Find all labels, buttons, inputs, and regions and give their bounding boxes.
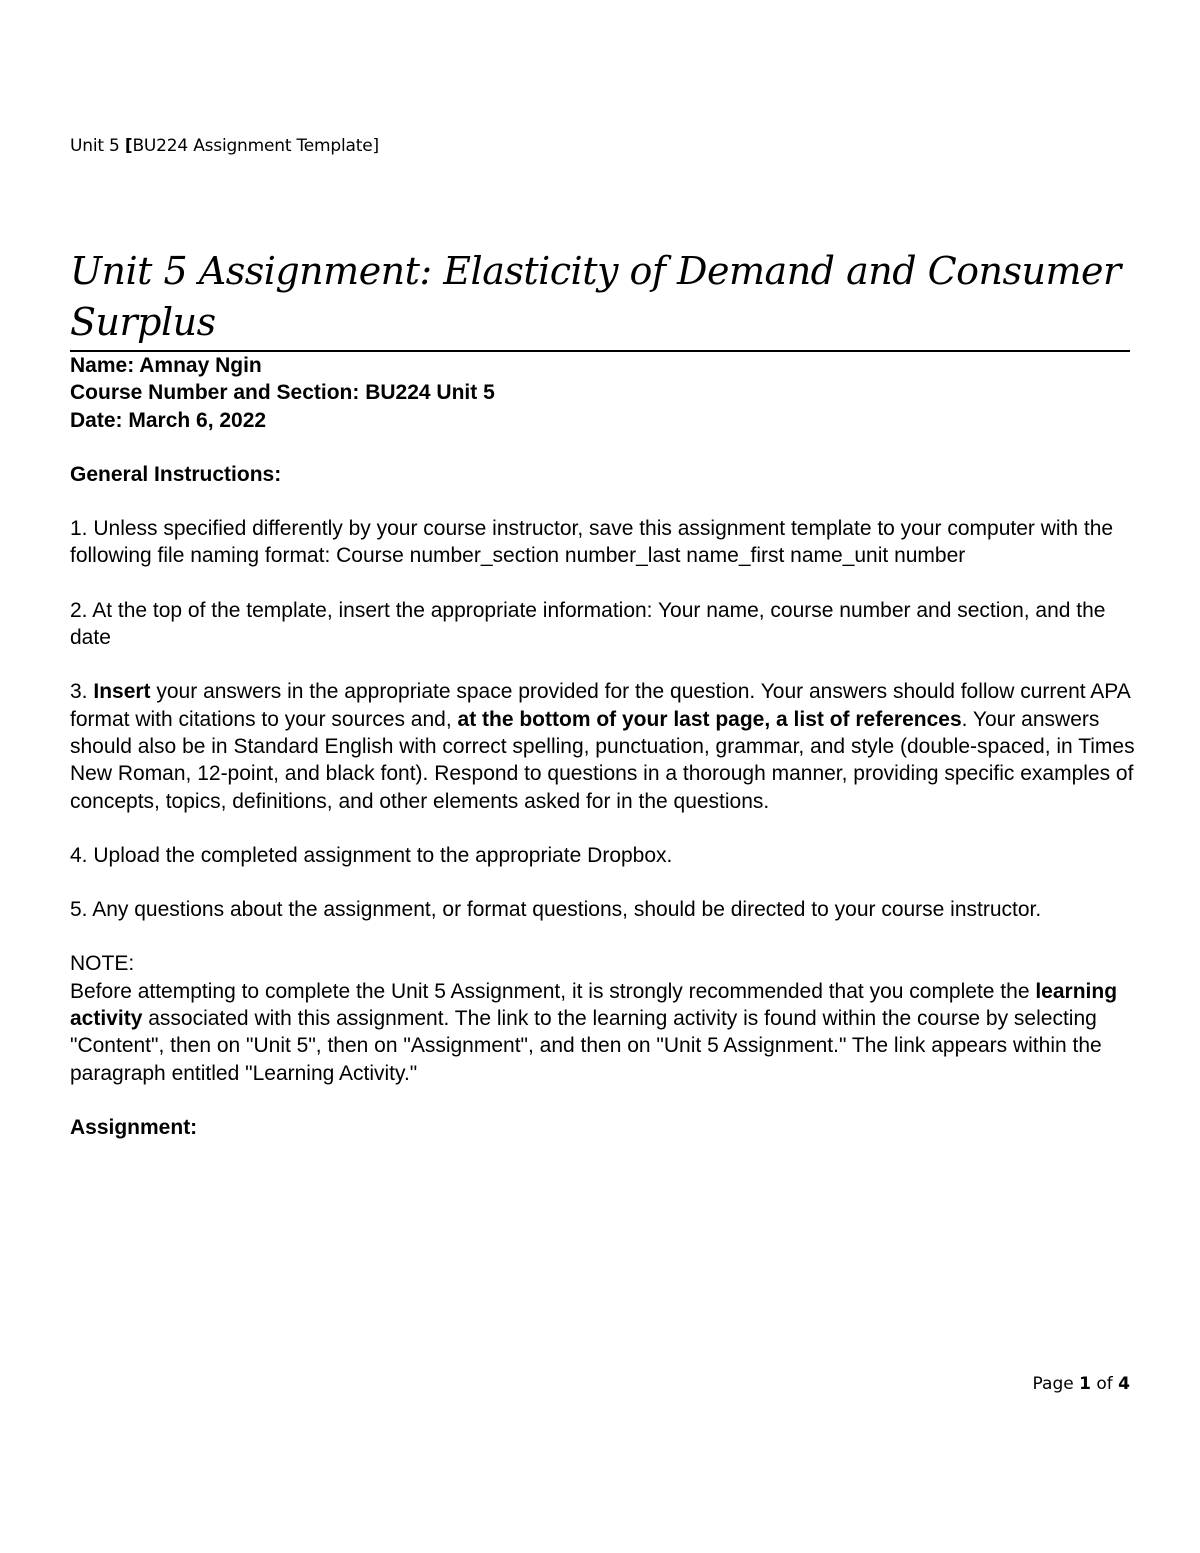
- header-bracket: [: [124, 136, 133, 156]
- instruction-item-3-text-2: . Your answers should also be in Standard English with correct spelling, punctuation, grammar, and style (double-spaced, in Times New Roman, 12-point, and black font). Respond to questions in a thorough manner, providing specific examples of concepts, topics, definitions, and other elements asked for in the questions.: [70, 707, 1135, 813]
- title-block: [70, 246, 1130, 352]
- instruction-item-3: [70, 678, 1135, 814]
- note-text-2: associated with this assignment. The link to the learning activity is found within the course by selecting "Content", then on "Unit 5", then on "Assignment", and then on "Unit 5 Assignment." The link appears within the paragraph entitled "Learning Activity.": [70, 1007, 1102, 1085]
- note-label: NOTE:: [70, 952, 135, 976]
- footer-total-pages: 4: [1118, 1374, 1130, 1394]
- course-number-section: Course Number and Section: BU224 Unit 5: [70, 381, 495, 405]
- document-body: [70, 352, 1135, 1141]
- note-bold-learning-activity: learning activity: [70, 979, 1118, 1031]
- instruction-item-3-text-1: your answers in the appropriate space provided for the question. Your answers should follow current APA format with citations to your sources and,: [70, 680, 1130, 731]
- instruction-item-5: 5. Any questions about the assignment, or format questions, should be directed to your course instructor.: [70, 898, 1042, 922]
- student-name: Name: Amnay Ngin: [70, 354, 262, 377]
- header-unit-label: Unit 5: [70, 136, 120, 156]
- instruction-item-2: 2. At the top of the template, insert the appropriate information: Your name, course number and section, and the date: [70, 598, 1106, 650]
- page-number-footer: [1033, 1373, 1130, 1395]
- general-instructions-heading: General Instructions:: [70, 462, 282, 486]
- footer-of-word: of: [1096, 1374, 1113, 1394]
- instruction-item-4: 4. Upload the completed assignment to the appropriate Dropbox.: [70, 843, 673, 867]
- footer-page-word: Page: [1032, 1374, 1074, 1394]
- document-title: Unit 5 Assignment: Elasticity of Demand and Consumer Surplus: [70, 249, 1121, 344]
- instruction-item-3-prefix: 3.: [70, 680, 94, 704]
- instruction-item-1: 1. Unless specified differently by your course instructor, save this assignment template to your computer with the following file naming format: Course number_section number_last name_first name_unit number: [70, 517, 1114, 568]
- note-text-1: Before attempting to complete the Unit 5 Assignment, it is strongly recommended that you complete the: [70, 979, 1036, 1003]
- assignment-heading: Assignment:: [70, 1115, 198, 1139]
- note-paragraph: [70, 978, 1135, 1087]
- instruction-item-3-bold-references: at the bottom of your last page, a list of references: [457, 707, 962, 731]
- footer-current-page: 1: [1079, 1374, 1091, 1394]
- header-template-label: BU224 Assignment Template]: [132, 136, 379, 156]
- submission-date: Date: March 6, 2022: [70, 408, 267, 432]
- running-header: [70, 135, 379, 157]
- instruction-item-3-bold-insert: Insert: [93, 680, 151, 704]
